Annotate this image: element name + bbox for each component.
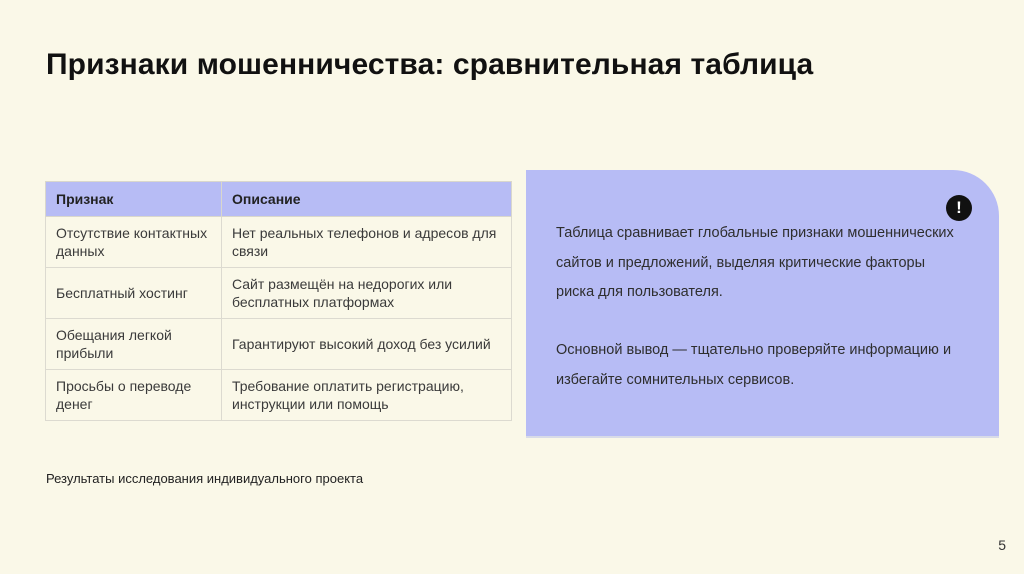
table-cell-sign: Отсутствие контактных данных: [46, 217, 222, 268]
table-cell-description: Сайт размещён на недорогих или бесплатных платформах: [222, 268, 512, 319]
table-row: [46, 370, 512, 421]
table-cell-description: Гарантируют высокий доход без усилий: [222, 319, 512, 370]
table-row: [46, 319, 512, 370]
exclamation-icon: !: [946, 195, 972, 221]
footnote: Результаты исследования индивидуального проекта: [46, 471, 364, 486]
comparison-table: [45, 181, 512, 421]
table-cell-description: Нет реальных телефонов и адресов для связи: [222, 217, 512, 268]
table-row: [46, 268, 512, 319]
table-cell-sign: Обещания легкой прибыли: [46, 319, 222, 370]
slide-title: Признаки мошенничества: сравнительная таблица: [46, 48, 814, 81]
summary-text: Таблица сравнивает глобальные признаки мошеннических сайтов и предложений, выделяя критические факторы риска для пользователя.: [556, 225, 954, 300]
table-row: [46, 217, 512, 268]
summary-card: [526, 170, 999, 438]
table-cell-sign: Бесплатный хостинг: [46, 268, 222, 319]
page-number: 5: [998, 537, 1006, 553]
conclusion-text: Основной вывод — тщательно проверяйте информацию и избегайте сомнительных сервисов.: [556, 342, 952, 388]
table-header-row: [46, 182, 512, 217]
column-header-sign: Признак: [46, 182, 222, 217]
column-header-description: Описание: [222, 182, 512, 217]
table-cell-description: Требование оплатить регистрацию, инструкции или помощь: [222, 370, 512, 421]
table-cell-sign: Просьбы о переводе денег: [46, 370, 222, 421]
